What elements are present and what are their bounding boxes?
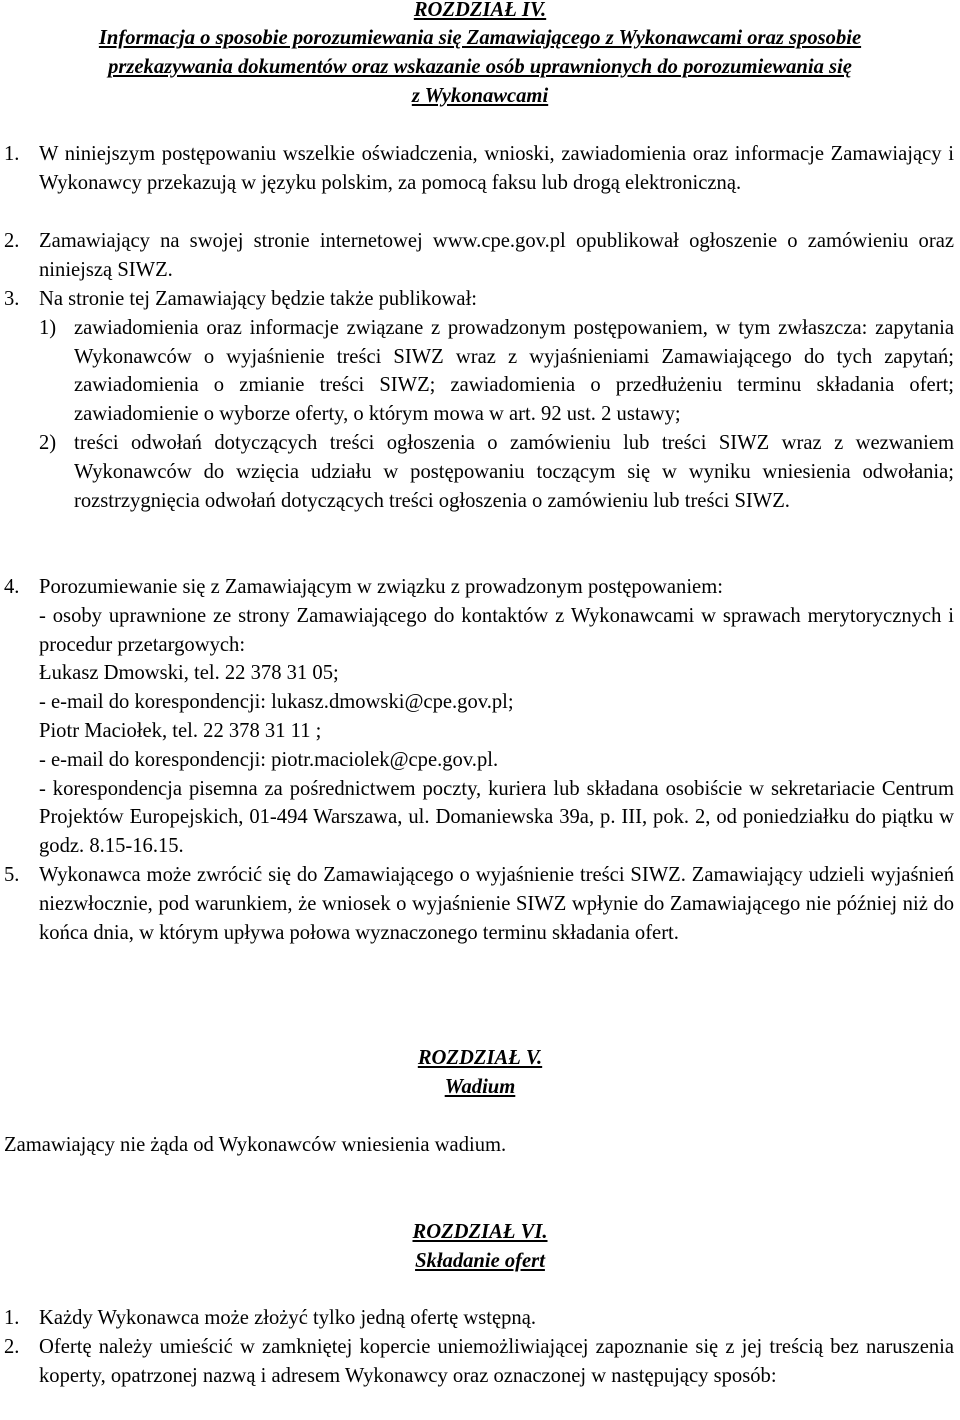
contact-email-2: - e-mail do korespondencji: piotr.maciolek@cpe.gov.pl. — [39, 748, 499, 771]
chapter-6-item-2 — [4, 1333, 954, 1391]
chapter-6-subtitle: Składanie ofert — [415, 1250, 545, 1272]
contact-person-2: Piotr Maciołek, tel. 22 378 31 11 ; — [39, 719, 322, 742]
chapter-6-item-1 — [4, 1304, 954, 1333]
sub-item-text: treści odwołań dotyczących treści ogłoszenia o zamówieniu lub treści SIWZ wraz z wezwaniem Wykonawców do wzięcia udziału w postępowaniu toczącym się w wyniku wniesienia odwołania; rozstrzygnięcia odwołań dotyczących treści ogłoszenia o zamówieniu lub treści SIWZ. — [74, 431, 954, 512]
chapter-4-item-4 — [4, 573, 954, 861]
item-text: Wykonawca może zwrócić się do Zamawiającego o wyjaśnienie treści SIWZ. Zamawiający udzieli wyjaśnień niezwłocznie, pod warunkiem, że wniosek o wyjaśnienie SIWZ wpłynie do Zamawiającego nie później niż do końca dnia, w którym upływa połowa wyznaczonego terminu składania ofert. — [39, 864, 954, 944]
item-text: Porozumiewanie się z Zamawiającym w związku z prowadzonym postępowaniem: — [39, 576, 723, 598]
item-number: 2. — [4, 1336, 20, 1358]
chapter-4-subtitle — [0, 24, 960, 110]
chapter-4-item-3 — [4, 285, 954, 515]
item-number: 5. — [4, 864, 20, 886]
chapter-4-item-2 — [4, 227, 954, 285]
chapter-4-item-1 — [4, 140, 954, 198]
chapter-4-item-5 — [4, 861, 954, 947]
item-number: 3. — [4, 288, 20, 310]
item-number: 4. — [4, 576, 20, 598]
chapter-4-title: ROZDZIAŁ IV. — [413, 0, 547, 21]
contact-email-1: - e-mail do korespondencji: lukasz.dmowski@cpe.gov.pl; — [39, 691, 514, 714]
item-text: W niniejszym postępowaniu wszelkie oświadczenia, wnioski, zawiadomienia oraz informacje Zamawiający i Wykonawcy przekazują w języku polskim, za pomocą faksu lub drogą elektroniczną. — [39, 143, 954, 194]
chapter-5-text: Zamawiający nie żąda od Wykonawców wniesienia wadium. — [4, 1134, 507, 1156]
item-number: 1. — [4, 1307, 20, 1329]
item-text: Każdy Wykonawca może złożyć tylko jedną ofertę wstępną. — [39, 1307, 537, 1329]
item-text: Zamawiający na swojej stronie internetowej www.cpe.gov.pl opublikował ogłoszenie o zamówieniu oraz niniejszą SIWZ. — [39, 230, 954, 281]
sub-item-1 — [39, 314, 954, 429]
item-number: 2. — [4, 230, 20, 252]
sub-item-2 — [39, 429, 954, 515]
chapter-4-subtitle-line: z Wykonawcami — [411, 84, 549, 107]
item-number: 1. — [4, 143, 20, 165]
sub-item-number: 2) — [39, 431, 57, 454]
sub-item-number: 1) — [39, 316, 57, 339]
sub-item-text: zawiadomienia oraz informacje związane z prowadzonym postępowaniem, w tym zwłaszcza: zapytania Wykonawców o wyjaśnienie treści SIWZ wraz z wyjaśnieniami Zamawiającego do tych zapytań; zawiadomienia o zmianie treści SIWZ; zawiadomienia o przedłużeniu terminu składania ofert; zawiadomienie o wyborze oferty, o którym mowa w art. 92 ust. 2 ustawy; — [74, 316, 954, 426]
chapter-4-subtitle-line: Informacja o sposobie porozumiewania się Zamawiającego z Wykonawcami oraz sposobie — [98, 27, 862, 49]
chapter-5-subtitle: Wadium — [444, 1076, 516, 1098]
chapter-6-title: ROZDZIAŁ VI. — [412, 1221, 548, 1243]
contact-persons-intro: - osoby uprawnione ze strony Zamawiającego do kontaktów z Wykonawcami w sprawach merytorycznych i procedur przetargowych: — [39, 604, 954, 656]
correspondence-info: - korespondencja pisemna za pośrednictwem poczty, kuriera lub składana osobiście w sekretariacie Centrum Projektów Europejskich, 01-494 Warszawa, ul. Domaniewska 39a, p. III, pok. 2, od poniedziałku do piątku w godz. 8.15-16.15. — [39, 777, 954, 858]
chapter-4-subtitle-line: przekazywania dokumentów oraz wskazanie osób uprawnionych do porozumiewania się — [108, 55, 852, 78]
contact-person-1: Łukasz Dmowski, tel. 22 378 31 05; — [39, 662, 339, 685]
chapter-5-title: ROZDZIAŁ V. — [417, 1047, 543, 1069]
item-text: Ofertę należy umieścić w zamkniętej kopercie uniemożliwiającej zapoznanie się z jej treścią bez naruszenia koperty, opatrzonej nazwą i adresem Wykonawcy oraz oznaczonej w następujący sposób: — [39, 1336, 954, 1387]
item-text: Na stronie tej Zamawiający będzie także publikował: — [39, 288, 478, 310]
